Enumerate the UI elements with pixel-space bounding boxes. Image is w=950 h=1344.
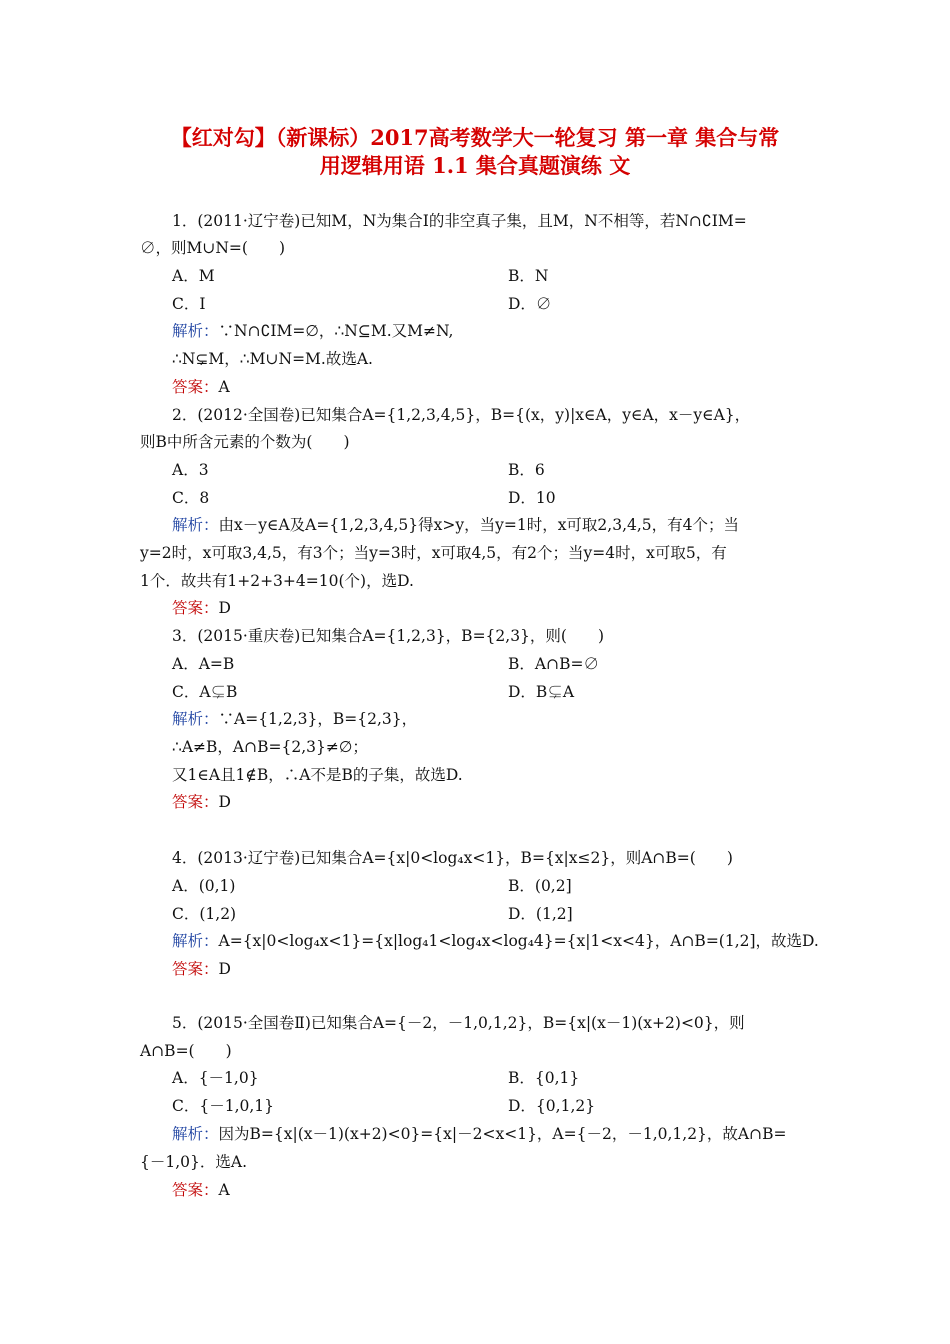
q5-analysis-label: 解析： bbox=[172, 1125, 219, 1143]
q1-analysis-text1: ∵N∩∁IM=∅，∴N⊆M.又M≠N, bbox=[218, 322, 454, 340]
q1-answer-label: 答案： bbox=[172, 378, 219, 396]
q5-stem-line1: 5．(2015·全国卷Ⅱ)已知集合A={－2，－1,0,1,2}，B={x|(x－1)(x+2)<0}，则 bbox=[172, 1014, 745, 1032]
q5-option-d: D．{0,1,2} bbox=[508, 1097, 596, 1115]
q5-answer-value: A bbox=[218, 1181, 230, 1199]
q2-option-a: A．3 bbox=[172, 461, 209, 479]
q1-analysis-label: 解析： bbox=[172, 322, 219, 340]
q4-analysis-line1 bbox=[172, 931, 819, 951]
q4-analysis-text1: A={x|0<log₄x<1}={x|log₄1<log₄x<log₄4}={x|1<x<4}，A∩B=(1,2]，故选D. bbox=[218, 932, 819, 950]
q3-answer bbox=[172, 792, 231, 812]
q5-option-a: A．{－1,0} bbox=[172, 1069, 259, 1087]
q3-option-c: C．A⊊B bbox=[172, 683, 238, 701]
q2-option-b: B．6 bbox=[508, 461, 545, 479]
q3-answer-value: D bbox=[218, 793, 231, 811]
q2-analysis-label: 解析： bbox=[172, 516, 219, 534]
q5-stem-line2: A∩B=( ) bbox=[140, 1042, 232, 1060]
q1-answer-value: A bbox=[218, 378, 230, 396]
page-title-line1: 【红对勾】（新课标）2017高考数学大一轮复习 第一章 集合与常 bbox=[170, 125, 780, 150]
q2-option-d: D．10 bbox=[508, 489, 556, 507]
q2-answer-value: D bbox=[218, 599, 231, 617]
q5-answer-label: 答案： bbox=[172, 1181, 219, 1199]
q1-option-a: A．M bbox=[172, 267, 215, 285]
q1-stem-line2: ∅，则M∪N=( ) bbox=[140, 239, 286, 257]
q1-stem-line1: 1．(2011·辽宁卷)已知M，N为集合I的非空真子集，且M，N不相等，若N∩∁IM= bbox=[172, 212, 747, 230]
q4-answer-label: 答案： bbox=[172, 960, 219, 978]
q3-option-b: B．A∩B=∅ bbox=[508, 655, 599, 673]
q2-analysis-text1: 由x－y∈A及A={1,2,3,4,5}得x>y，当y=1时，x可取2,3,4,5，有4个；当 bbox=[218, 516, 740, 534]
q3-answer-label: 答案： bbox=[172, 793, 219, 811]
q3-stem-line1: 3．(2015·重庆卷)已知集合A={1,2,3}，B={2,3}，则( ) bbox=[172, 627, 605, 645]
q4-option-d: D．(1,2] bbox=[508, 905, 573, 923]
q3-analysis-line2: ∴A≠B，A∩B={2,3}≠∅； bbox=[172, 738, 368, 756]
q4-answer bbox=[172, 959, 231, 979]
q5-option-b: B．{0,1} bbox=[508, 1069, 580, 1087]
q5-analysis-line2: {－1,0}．选A. bbox=[140, 1153, 247, 1171]
q4-option-b: B．(0,2] bbox=[508, 877, 572, 895]
q5-analysis-text1: 因为B={x|(x－1)(x+2)<0}={x|－2<x<1}，A={－2，－1,0,1,2}，故A∩B= bbox=[218, 1125, 787, 1143]
q2-option-c: C．8 bbox=[172, 489, 210, 507]
q2-stem-line1: 2．(2012·全国卷)已知集合A={1,2,3,4,5}，B={(x，y)|x∈A，y∈A，x－y∈A}， bbox=[172, 406, 751, 424]
q1-analysis-line2: ∴N⊊M，∴M∪N=M.故选A. bbox=[172, 350, 373, 368]
q3-option-a: A．A=B bbox=[172, 655, 235, 673]
q1-option-b: B．N bbox=[508, 267, 549, 285]
q4-analysis-label: 解析： bbox=[172, 932, 219, 950]
q3-analysis-text1: ∵A={1,2,3}，B={2,3}， bbox=[218, 710, 418, 728]
q2-answer bbox=[172, 598, 231, 618]
q1-option-c: C．I bbox=[172, 295, 206, 313]
q3-analysis-line1 bbox=[172, 709, 417, 729]
q2-answer-label: 答案： bbox=[172, 599, 219, 617]
page-title-line2: 用逻辑用语 1.1 集合真题演练 文 bbox=[319, 153, 631, 178]
q2-analysis-line3: 1个．故共有1+2+3+4=10(个)，选D. bbox=[140, 572, 414, 590]
q3-analysis-line3: 又1∈A且1∉B，∴A不是B的子集，故选D. bbox=[172, 766, 463, 784]
q2-analysis-line2: y=2时，x可取3,4,5，有3个；当y=3时，x可取4,5，有2个；当y=4时，x可取5，有 bbox=[140, 544, 727, 562]
q5-analysis-line1 bbox=[172, 1124, 786, 1144]
q5-answer bbox=[172, 1180, 230, 1200]
q2-stem-line2: 则B中所含元素的个数为( ) bbox=[140, 433, 350, 451]
q2-analysis-line1 bbox=[172, 515, 739, 535]
q4-answer-value: D bbox=[218, 960, 231, 978]
q4-option-a: A．(0,1) bbox=[172, 877, 236, 895]
q1-answer bbox=[172, 377, 230, 397]
q1-analysis-line1 bbox=[172, 321, 453, 341]
q5-option-c: C．{－1,0,1} bbox=[172, 1097, 275, 1115]
q4-option-c: C．(1,2) bbox=[172, 905, 237, 923]
q3-analysis-label: 解析： bbox=[172, 710, 219, 728]
q1-option-d: D．∅ bbox=[508, 295, 552, 313]
q3-option-d: D．B⊊A bbox=[508, 683, 575, 701]
q4-stem-line1: 4．(2013·辽宁卷)已知集合A={x|0<log₄x<1}，B={x|x≤2}，则A∩B=( ) bbox=[172, 849, 733, 867]
